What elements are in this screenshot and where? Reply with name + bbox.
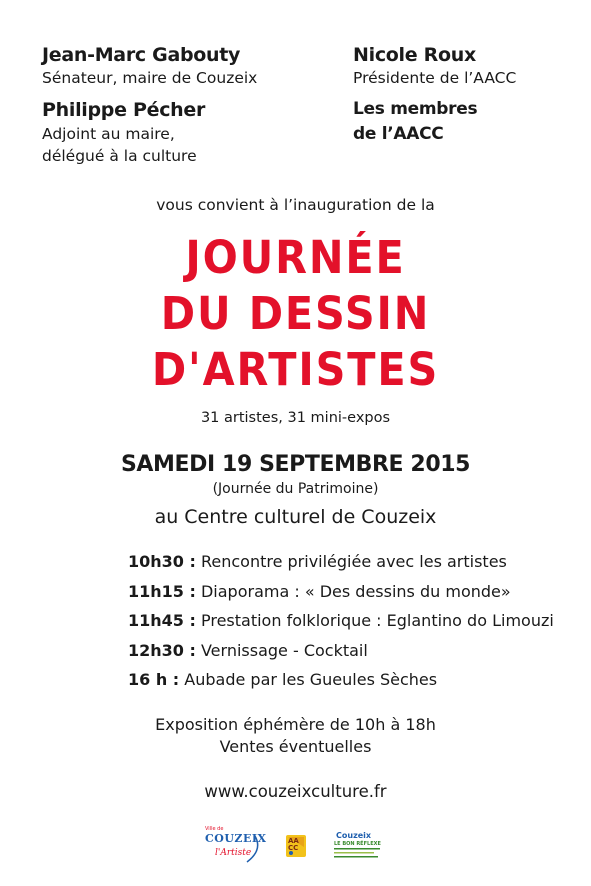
event-date-note: (Journée du Patrimoine) [212,481,379,497]
aacc-logo [284,833,308,859]
program-item [128,552,578,582]
aacc-logo-letters [288,838,306,852]
program-label: Diaporama : « Des dessins du monde» [195,581,511,601]
bon-reflexe-lines [330,847,384,861]
host-name-pecher: Philippe Pécher [42,99,206,121]
host-role-gabouty: Sénateur, maire de Couzeix [42,69,258,87]
program-label: Vernissage - Cocktail [195,640,368,660]
event-title [24,230,568,398]
aacc-letter: A [288,837,294,845]
exhibition-sales: Ventes éventuelles [219,737,372,756]
event-venue: au Centre culturel de Couzeix [154,506,437,528]
aacc-letter: C [293,844,299,852]
program-label: Rencontre privilégiée avec les artistes [195,552,507,571]
host-role-pecher-line1: Adjoint au maire, [42,125,175,143]
program-item [128,582,578,612]
bon-reflexe-line1: Couzeix [336,831,372,840]
event-subtitle: 31 artistes, 31 mini-expos [200,410,391,426]
exhibition-info [0,714,591,758]
bon-reflexe-line2: LE BON RÉFLEXE [334,841,381,847]
event-date: SAMEDI 19 SEPTEMBRE 2015 [120,452,471,477]
couzeix-logo-small: Ville de [205,826,224,832]
host-members-line2: de l’AACC [353,124,444,144]
invitation-text: vous convient à l’inauguration de la [156,196,435,214]
event-title-line1: JOURNÉE [185,231,406,284]
website-link[interactable]: www.couzeixculture.fr [204,782,387,801]
host-role-roux: Présidente de l’AACC [353,69,517,87]
aacc-letter: A [293,837,299,845]
program-time: 11h45 : [128,611,196,630]
couzeix-logo-swoosh [203,826,265,866]
program-time: 10h30 : [128,552,196,571]
exhibition-hours: Exposition éphémère de 10h à 18h [155,715,436,734]
event-title-line3: D'ARTISTES [151,343,440,396]
program-label: Prestation folklorique : Eglantino do Limouzi [195,611,554,630]
couzeix-logo-main: COUZEIX [205,832,267,845]
program-item [128,641,578,671]
program-label: Aubade par les Gueules Sèches [179,670,438,689]
program-item [128,670,578,700]
couzeix-logo [203,826,265,866]
bon-reflexe-logo [330,831,384,863]
host-members-line1: Les membres [353,99,478,119]
program-list [128,552,578,700]
program-time: 12h30 : [128,640,196,660]
host-role-pecher-line2: délégué à la culture [42,147,197,165]
aacc-letter: C [288,844,294,852]
program-time: 11h15 : [128,581,196,601]
host-name-gabouty: Jean-Marc Gabouty [42,44,241,66]
event-title-line2: DU DESSIN [160,287,431,340]
couzeix-logo-script: l'Artiste [215,848,252,858]
program-item [128,611,578,641]
host-name-roux: Nicole Roux [353,44,476,66]
program-time: 16 h : [128,670,180,689]
